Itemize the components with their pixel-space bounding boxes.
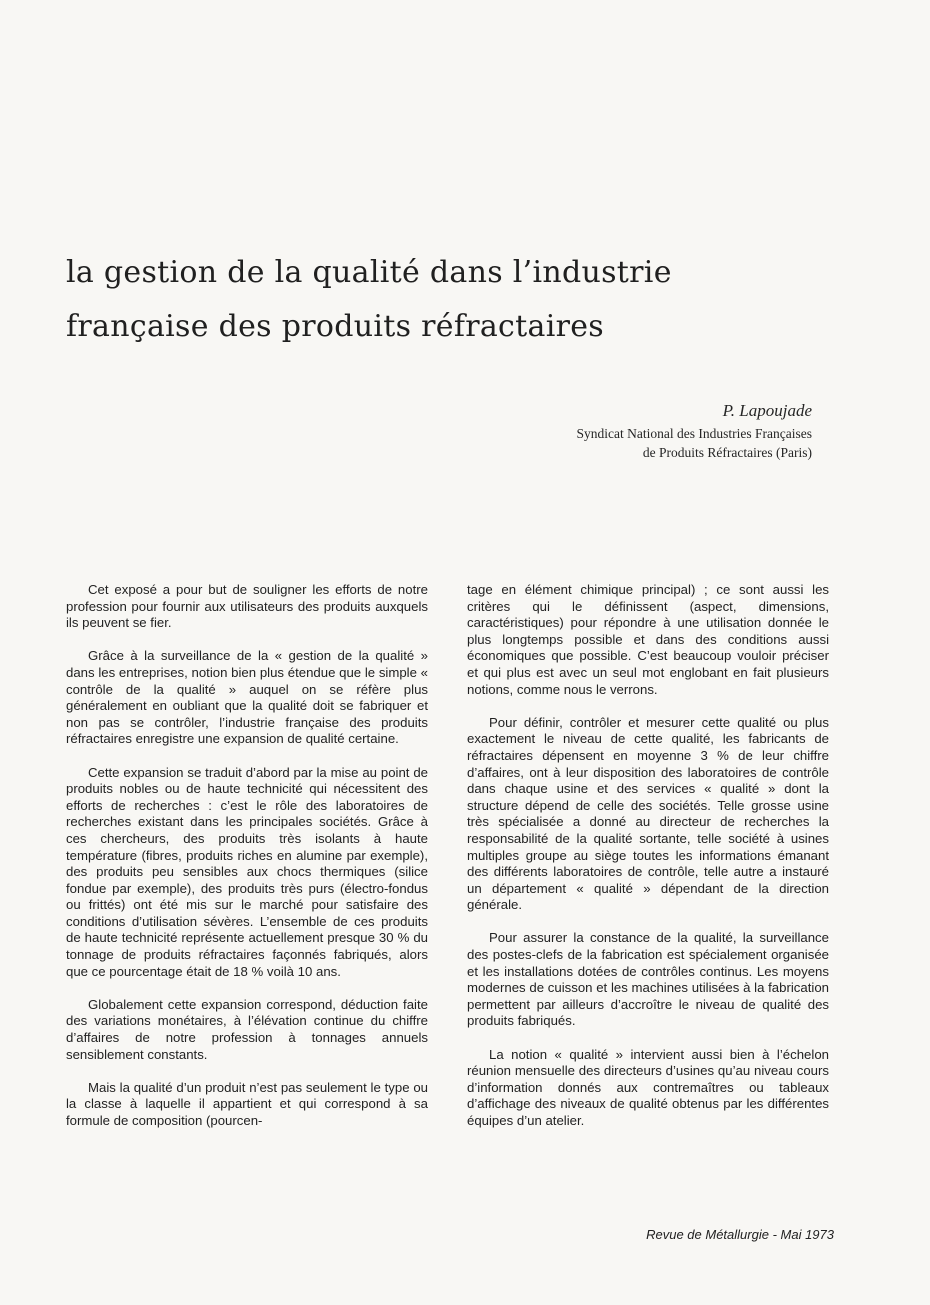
article-title [66, 246, 866, 354]
author-affiliation [577, 424, 812, 462]
paragraph: Mais la qualité d’un produit n’est pas seulement le type ou la classe à laquelle il appartient et qui correspond à sa formule de composition (pourcen- [66, 1079, 428, 1128]
author-block [577, 398, 812, 462]
paragraph: Pour assurer la constance de la qualité, la surveillance des postes-clefs de la fabrication est spécialement organisée et les installations dotées de contrôles continus. Les moyens modernes de cuisson et les machines utilisées à la fabrication permettent par ailleurs d’accroître le niveau de qualité des produits fabriqués. [467, 930, 829, 1029]
affiliation-line-1: Syndicat National des Industries Françaises [576, 426, 812, 441]
journal-footer: Revue de Métallurgie - Mai 1973 [646, 1227, 834, 1242]
left-column [66, 582, 428, 1146]
right-column [467, 582, 829, 1146]
paragraph: La notion « qualité » intervient aussi bien à l’échelon réunion mensuelle des directeurs d’usines qu’au niveau cours d’information donnés aux contremaîtres ou tableaux d’affichage des niveaux de qualité obtenus par les différentes équipes d’un atelier. [467, 1046, 829, 1128]
author-name: P. Lapoujade [722, 401, 812, 420]
affiliation-line-2: de Produits Réfractaires (Paris) [642, 445, 812, 460]
title-line-1: la gestion de la qualité dans l’industrie [66, 255, 672, 290]
paragraph: Globalement cette expansion correspond, déduction faite des variations monétaires, à l’élévation continue du chiffre d’affaires de notre profession à tonnages annuels sensiblement constants. [66, 996, 428, 1062]
paragraph: Cet exposé a pour but de souligner les efforts de notre profession pour fournir aux utilisateurs des produits auxquels ils peuvent se fier. [66, 582, 428, 631]
paragraph: Pour définir, contrôler et mesurer cette qualité ou plus exactement le niveau de cette qualité, les fabricants de réfractaires dépensent en moyenne 3 % de leur chiffre d’affaires, ont à leur disposition des laboratoires de contrôle dans chaque usine et des services « qualité » dont la structure dépend de celle des sociétés. Telle grosse usine très spécialisée a donné au directeur de recherches la responsabilité de la qualité sortante, telle société à usines multiples groupe au siège toutes les informations émanant des différents laboratoires de contrôle, telle autre a instauré un département « qualité » dépendant de la direction générale. [467, 714, 829, 913]
paragraph: Cette expansion se traduit d’abord par la mise au point de produits nobles ou de haute technicité qui nécessitent des efforts de recherches : c’est le rôle des laboratoires de recherches existant dans les principales sociétés. Grâce à ces chercheurs, des produits très isolants à haute température (fibres, produits riches en alumine par exemple), des produits peu sensibles aux chocs thermiques (silice fondue par exemple), des produits très purs (électro-fondus ou frittés) ont été mis sur le marché pour satisfaire des conditions d’utilisation sévères. L’ensemble de ces produits de haute technicité représente actuellement presque 30 % du tonnage de produits réfractaires façonnés fabriqués, alors que ce pourcentage était de 18 % voilà 10 ans. [66, 764, 428, 979]
title-line-2: française des produits réfractaires [66, 309, 604, 344]
paragraph: tage en élément chimique principal) ; ce sont aussi les critères qui le définissent (aspect, dimensions, caractéristiques) pour répondre à une utilisation donnée le plus longtemps possible et dans des conditions aussi économiques que possible. C’est beaucoup vouloir préciser et qui plus est avec un seul mot englobant en fait plusieurs notions, comme nous le verrons. [467, 582, 829, 697]
paragraph: Grâce à la surveillance de la « gestion de la qualité » dans les entreprises, notion bien plus étendue que le simple « contrôle de la qualité » auquel on se réfère plus généralement en oubliant que la qualité doit se fabriquer et non pas se contrôler, l’industrie française des produits réfractaires enregistre une expansion de qualité certaine. [66, 648, 428, 747]
